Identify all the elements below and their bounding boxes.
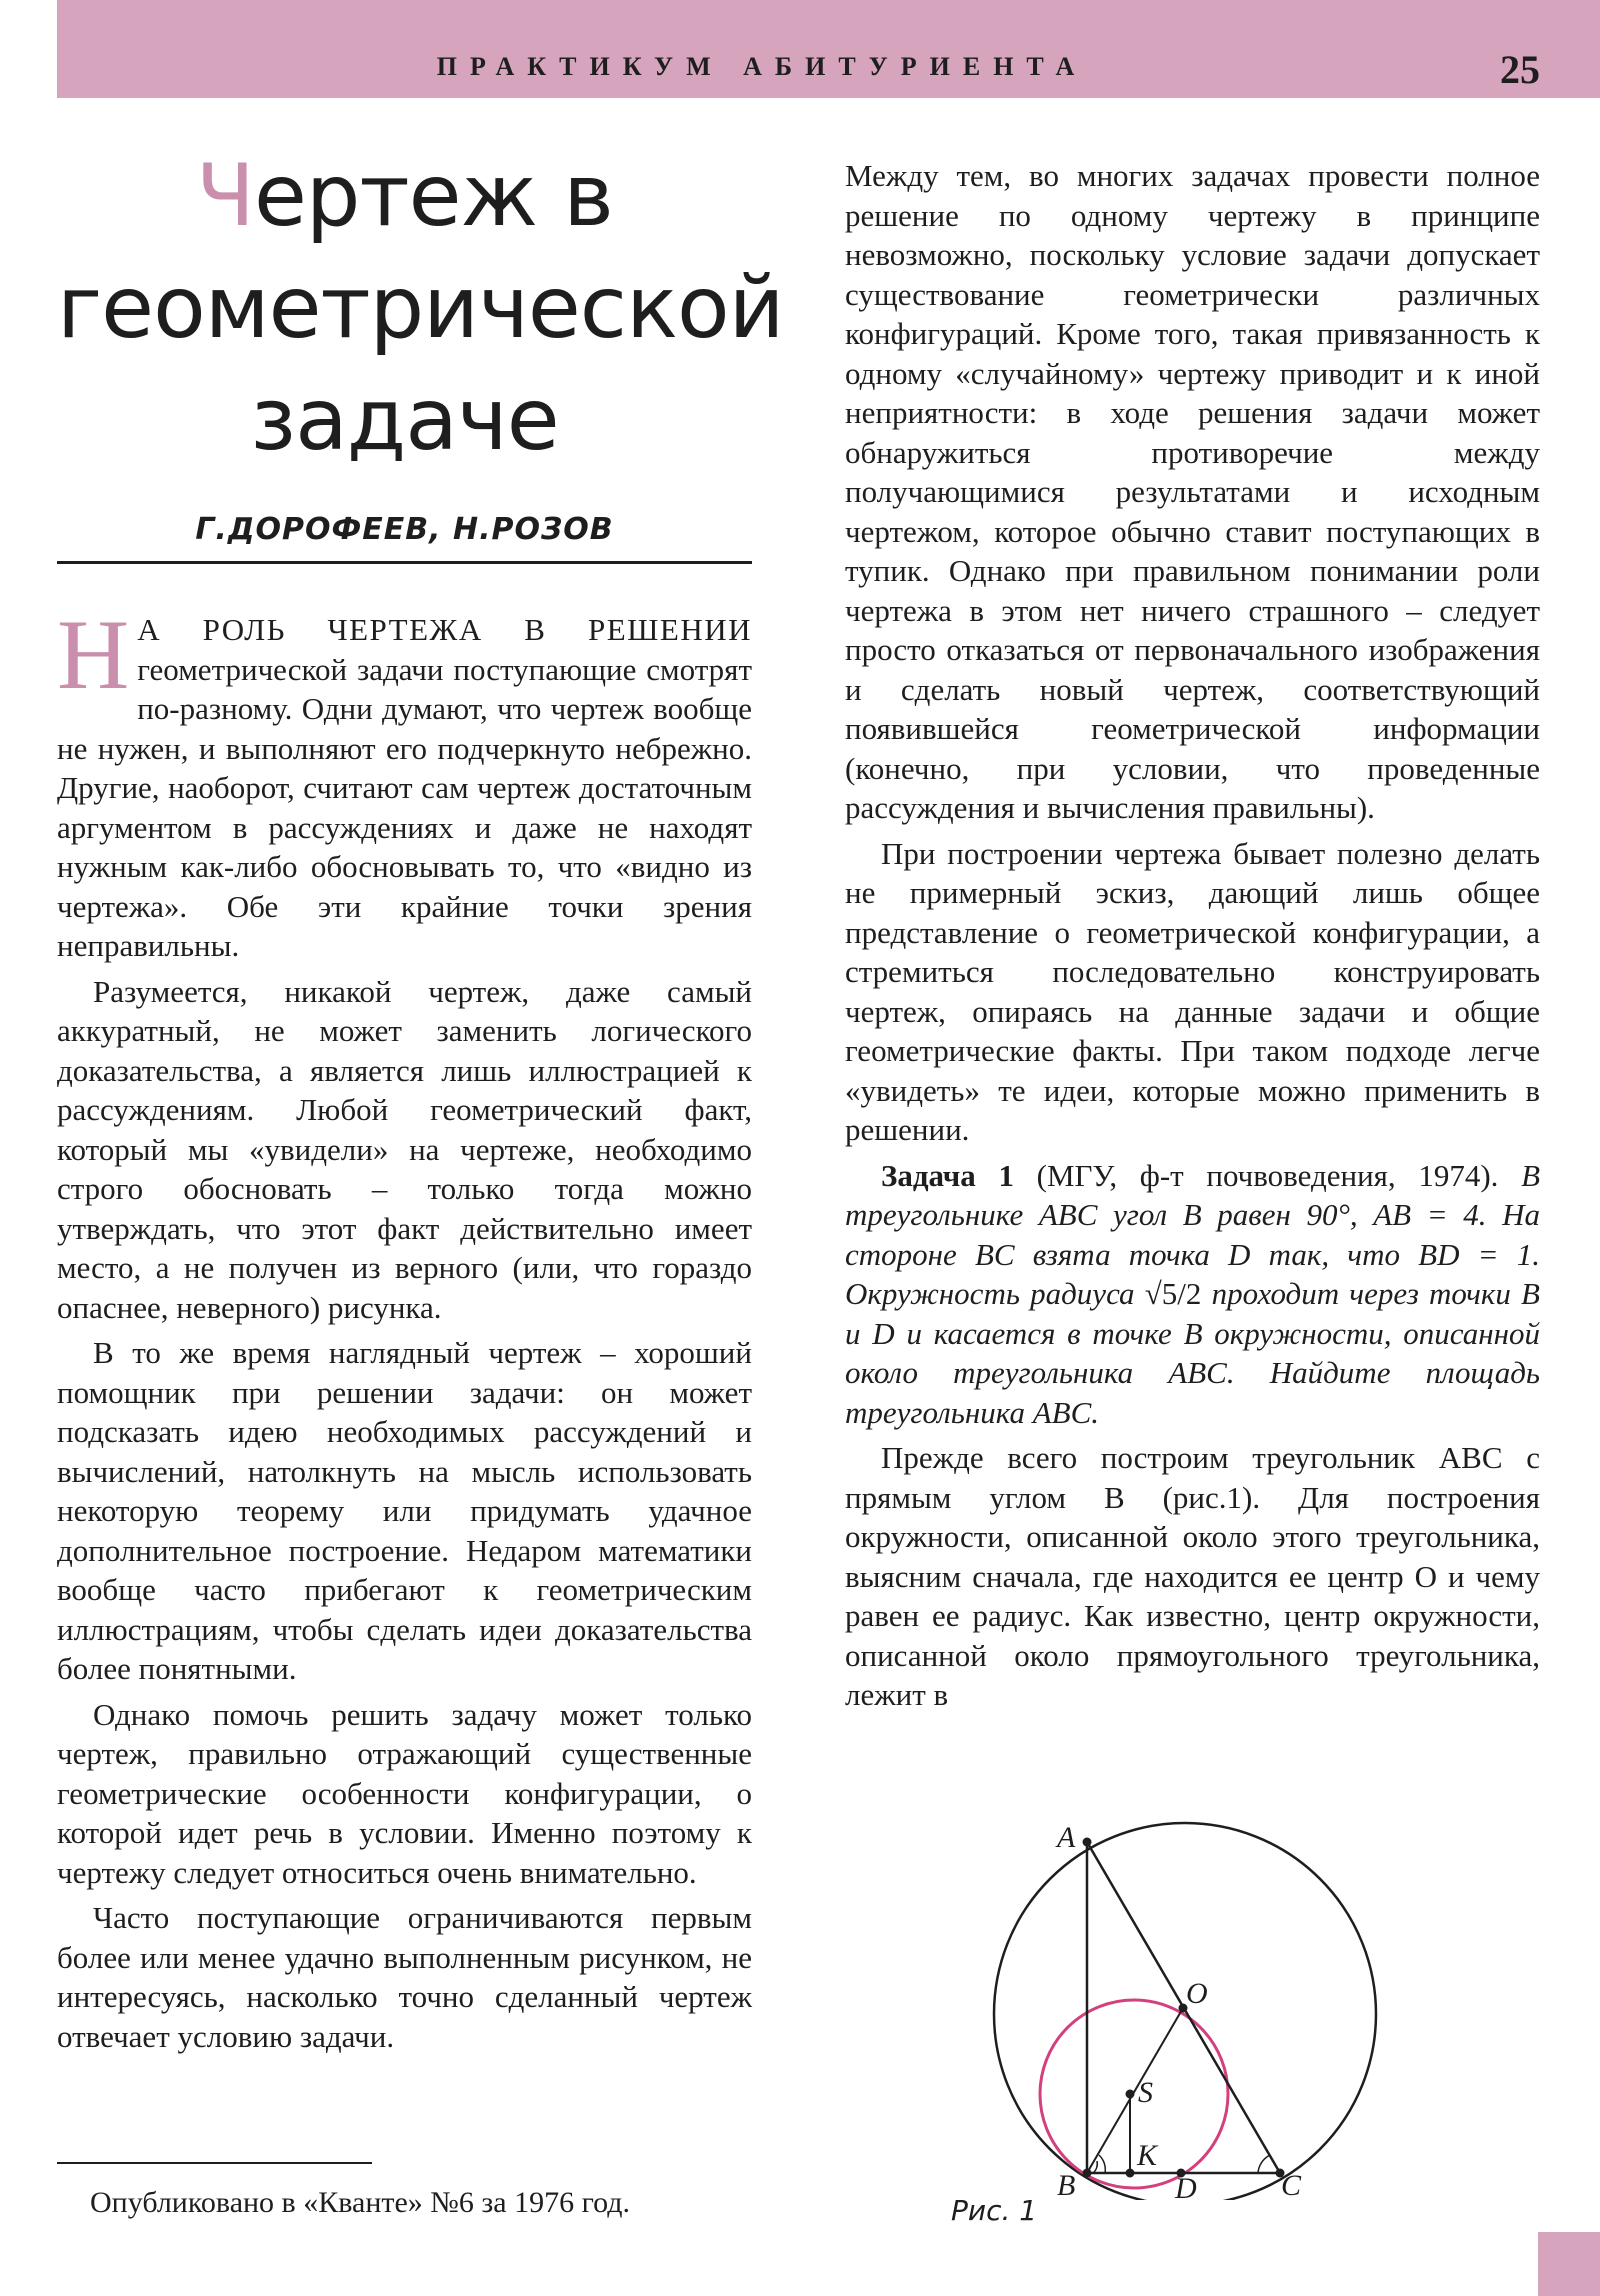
left-column bbox=[57, 599, 752, 2062]
point-s bbox=[1126, 2090, 1135, 2099]
paragraph-intro bbox=[57, 599, 752, 966]
paragraph: Разумеется, никакой чертеж, даже самый аккуратный, не может заменить логического доказательства, а является лишь иллюстрацией к рассуждениям. Любой геометрический факт, который мы «увидели» на чертеже, необходимо строго обосновать – только тогда можно утверждать, что этот факт действительно имеет место, а не получен из верного (или, что гораздо опаснее, неверного) рисунка. bbox=[57, 973, 752, 1325]
problem-text: В треугольнике ABC угол B равен 90°, AB = 4. На стороне BC взята точка D так, что BD = 1. Окружность радиуса bbox=[845, 1157, 1541, 1311]
title-divider bbox=[57, 561, 752, 564]
paragraph: Между тем, во многих задачах провести полное решение по одному чертежу в принципе невозможно, поскольку условие задачи допускает существование геометрически различных конфигураций. Кроме того, такая привязанность к одному «случайному» чертежу приводит и к иной неприятности: в ходе решения задачи может обнаружиться противоречие между получающимися результатами и исходным чертежом, которое обычно ставит поступающих в тупик. Однако при правильном понимании роли чертежа в этом нет ничего страшного – следует просто отказаться от первоначального изображения и сделать новый чертеж, соответствующий появившейся геометрической информации (конечно, при условии, что проведенные рассуждения и вычисления правильны). bbox=[845, 158, 1540, 825]
label-b: B bbox=[1057, 2169, 1076, 2200]
right-column bbox=[845, 156, 1540, 1721]
problem-radius: √5/2 bbox=[1144, 1276, 1202, 1311]
label-c: C bbox=[1281, 2169, 1302, 2200]
problem-label: Задача 1 bbox=[881, 1157, 1014, 1193]
section-title: ПРАКТИКУМ АБИТУРИЕНТА bbox=[436, 52, 1088, 81]
authors: Г.ДОРОФЕЕВ, Н.РОЗОВ bbox=[195, 512, 614, 547]
paragraph: В то же время наглядный чертеж – хороший помощник при решении задачи: он может подсказать идею необходимых рассуждений и вычислений, натолкнуть на мысль использовать некоторую теорему или придумать удачное дополнительное построение. Недаром математики вообще часто прибегают к геометрическим иллюстрациям, чтобы сделать идеи доказательства более понятными. bbox=[57, 1335, 752, 1686]
corner-decoration bbox=[1538, 2232, 1600, 2296]
label-s: S bbox=[1138, 2076, 1153, 2109]
paragraph: При построении чертежа бывает полезно делать не примерный эскиз, дающий лишь общее представление о геометрической конфигурации, а стремиться последовательно конструировать чертеж, опираясь на данные задачи и общие геометрические факты. При таком подходе легче «увидеть» те идеи, которые можно применить в решении. bbox=[845, 835, 1540, 1147]
angle-b-mark-2 bbox=[1099, 2155, 1105, 2173]
footnote: Опубликовано в «Кванте» №6 за 1976 год. bbox=[90, 2186, 631, 2219]
paragraph: Часто поступающие ограничиваются первым более или менее удачно выполненным рисунком, не интересуясь, насколько точно сделанный чертеж отвечает условию задачи. bbox=[57, 1900, 752, 2054]
point-a bbox=[1083, 1838, 1092, 1847]
dropcap: Н bbox=[57, 599, 130, 710]
paragraph: Прежде всего построим треугольник ABC с прямым углом B (рис.1). Для построения окружности, описанной около этого треугольника, выясним сначала, где находится ее центр O и чему равен ее радиус. Как известно, центр окружности, описанной около прямоугольного треугольника, лежит в bbox=[845, 1440, 1540, 1712]
figure-1 bbox=[940, 1810, 1580, 2200]
problem-statement bbox=[845, 1156, 1540, 1433]
article-title bbox=[57, 140, 784, 476]
page-number: 25 bbox=[1500, 47, 1540, 92]
label-d: D bbox=[1175, 2172, 1197, 2200]
paragraph: Однако помочь решить задачу может только чертеж, правильно отражающий существенные геометрические особенности конфигурации, о которой идет речь в условии. Именно поэтому к чертежу следует относиться очень внимательно. bbox=[57, 1696, 752, 1890]
footnote-divider bbox=[57, 2162, 372, 2164]
problem-text-cont: проходит через точки B и D и касается в точке B окружности, описанной около треугольника ABC. Найдите площадь треугольника ABC. bbox=[845, 1276, 1540, 1430]
figure-caption: Рис. 1 bbox=[951, 2194, 1038, 2227]
problem-source: (МГУ, ф-т почвоведения, 1974). bbox=[1036, 1157, 1499, 1193]
angle-c-mark bbox=[1258, 2155, 1270, 2173]
title-rest: ертеж в геометрической задаче bbox=[57, 146, 784, 470]
title-first-letter: Ч bbox=[196, 146, 254, 246]
point-b bbox=[1083, 2169, 1092, 2178]
intro-caps: А РОЛЬ ЧЕРТЕЖА В РЕШЕНИИ bbox=[137, 612, 752, 647]
label-o: O bbox=[1186, 1977, 1208, 2010]
label-k: K bbox=[1137, 2139, 1158, 2172]
header-bar bbox=[57, 0, 1600, 98]
intro-text: геометрической задачи поступающие смотрят по-разному. Одни думают, что чертеж вообще не нужен, и выполняют его подчеркнуто небрежно. Другие, наоборот, считают сам чертеж достаточным аргументом в рассуждениях и даже не находят нужным как-либо обосновывать то, что «видно из чертежа». Обе эти крайние точки зрения неправильны. bbox=[57, 651, 752, 963]
median-bo bbox=[1087, 2008, 1183, 2173]
label-a: A bbox=[1057, 1821, 1076, 1854]
point-k bbox=[1126, 2169, 1135, 2178]
